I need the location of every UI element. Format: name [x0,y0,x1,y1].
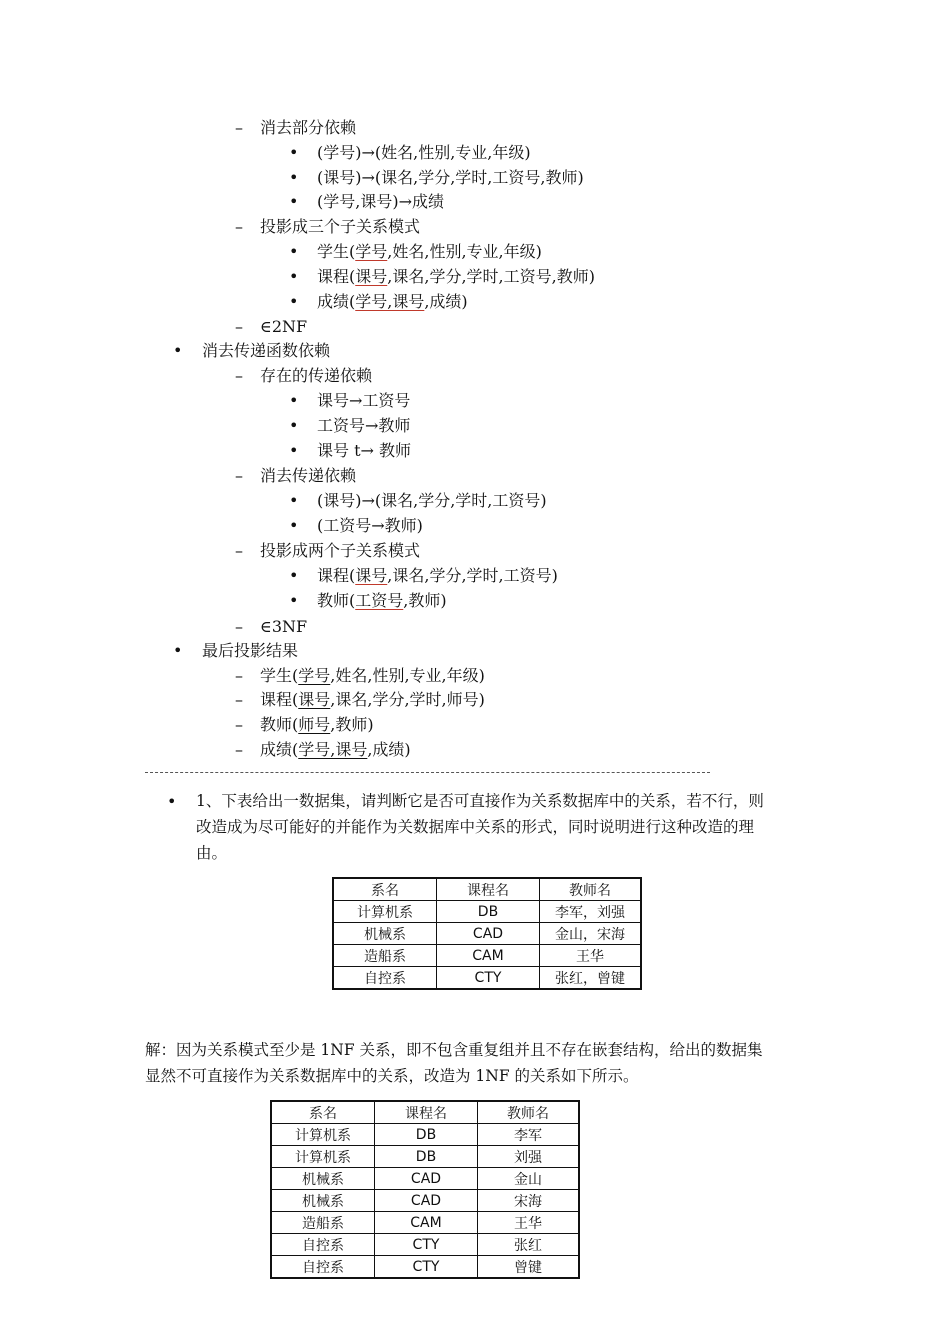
outline-item [260,317,307,337]
bullet-marker: • [173,341,183,360]
outline-item [317,441,411,461]
key-attribute: 学号 [355,242,388,261]
outline-item [202,341,330,361]
outline-item [260,466,356,486]
table-cell: 张红 [478,1234,580,1256]
outline-text: (学号,课号)→成绩 [317,192,444,211]
outline-item [202,641,298,661]
bullet-marker: • [289,566,299,585]
outline-text: ,成绩) [367,740,411,759]
dash-marker: – [235,317,243,336]
outline-item [260,690,485,710]
bullet-marker: • [289,168,299,187]
table-cell: DB [375,1124,478,1146]
dash-marker: – [235,715,243,734]
dash-marker: – [235,466,243,485]
table-row [271,1168,579,1190]
dataset-table [332,877,642,990]
table-header-row [271,1101,579,1124]
bullet-marker: • [289,267,299,286]
header-cell: 课程名 [437,878,540,901]
table-header-row [333,878,641,901]
key-attribute: 工资号 [355,591,404,610]
outline-text: ,课名,学分,学时,师号) [330,690,485,709]
table-cell: 造船系 [333,945,437,967]
outline-text: 投影成三个子关系模式 [260,217,421,236]
table-cell: 自控系 [333,967,437,990]
table-cell: DB [437,901,540,923]
header-cell: 系名 [333,878,437,901]
outline-text: ,课名,学分,学时,工资号,教师) [387,267,595,286]
key-attribute: 师号 [298,715,331,734]
dash-marker: – [235,617,243,636]
table-cell: 金山，宋海 [540,923,642,945]
dash-marker: – [235,740,243,759]
outline-item [317,591,447,611]
bullet-marker: • [289,591,299,610]
outline-text: 消去传递依赖 [260,466,357,485]
key-attribute: 学号 [298,666,331,685]
bullet-marker: • [289,516,299,535]
table-cell: 王华 [540,945,642,967]
outline-text: ,教师) [330,715,374,734]
question-line: 由。 [196,844,228,862]
bullet-marker: • [289,416,299,435]
table-row [271,1146,579,1168]
outline-item [317,391,410,411]
outline-text: ∈3NF [260,617,308,636]
outline-item [317,242,542,262]
bullet-marker: • [289,192,299,211]
outline-text: 投影成两个子关系模式 [260,541,421,560]
table-cell: 宋海 [478,1190,580,1212]
outline-item [260,617,307,637]
table-cell: 王华 [478,1212,580,1234]
table-row [333,967,641,990]
outline-text: 成绩( [317,292,356,311]
outline-text: 存在的传递依赖 [260,366,373,385]
dash-marker: – [235,690,243,709]
table-cell: 李军，刘强 [540,901,642,923]
table-cell: 自控系 [271,1234,375,1256]
outline-item [317,516,423,536]
outline-item [317,143,531,163]
table-cell: CTY [437,967,540,990]
key-attribute: 课号 [355,566,388,585]
outline-text: (课号)→(课名,学分,学时,工资号) [317,491,547,510]
table-row [271,1190,579,1212]
outline-item [260,666,485,686]
table-cell: 自控系 [271,1256,375,1279]
table-cell: CTY [375,1256,478,1279]
outline-item [260,740,411,760]
outline-text: 最后投影结果 [202,641,299,660]
table-row [271,1256,579,1279]
table-cell: DB [375,1146,478,1168]
table-cell: 造船系 [271,1212,375,1234]
outline-text: 课号 t→ 教师 [317,441,412,460]
bullet-marker: • [289,143,299,162]
header-cell: 系名 [271,1101,375,1124]
question-line: 1、下表给出一数据集，请判断它是否可直接作为关系数据库中的关系，若不行，则 [196,792,764,810]
outline-item [317,566,558,586]
outline-text: 学生( [260,666,299,685]
header-cell: 教师名 [478,1101,580,1124]
table-cell: CAD [375,1168,478,1190]
outline-item [317,491,547,511]
table-cell: CAD [437,923,540,945]
outline-item [317,192,444,212]
table-cell: 计算机系 [271,1124,375,1146]
question-line: 改造成为尽可能好的并能作为关数据库中关系的形式，同时说明进行这种改造的理 [196,818,755,836]
outline-text: 学生( [317,242,356,261]
section-separator [145,772,710,773]
outline-text: 成绩( [260,740,299,759]
dash-marker: – [235,217,243,236]
table-cell: CAD [375,1190,478,1212]
outline-text: 课号→工资号 [317,391,411,410]
table-row [271,1124,579,1146]
table-row [271,1212,579,1234]
table-cell: 计算机系 [333,901,437,923]
answer-text [145,1037,763,1089]
header-cell: 教师名 [540,878,642,901]
key-attribute: 课号 [355,267,388,286]
bullet-marker: • [289,391,299,410]
dash-marker: – [235,541,243,560]
table-row [333,923,641,945]
outline-text: ,课名,学分,学时,工资号) [387,566,558,585]
bullet-marker: • [289,292,299,311]
outline-item [317,267,595,287]
table-cell: 机械系 [271,1190,375,1212]
outline-item [317,292,468,312]
outline-text: ∈2NF [260,317,308,336]
table-cell: 李军 [478,1124,580,1146]
outline-item [260,217,420,237]
table-cell: 金山 [478,1168,580,1190]
dash-marker: – [235,366,243,385]
question-bullet: • [167,792,177,811]
table-row [271,1234,579,1256]
bullet-marker: • [289,491,299,510]
question-text [196,788,764,866]
table-cell: CTY [375,1234,478,1256]
table-cell: CAM [375,1212,478,1234]
outline-text: ,姓名,性别,专业,年级) [330,666,485,685]
bullet-marker: • [289,242,299,261]
table-cell: 机械系 [333,923,437,945]
bullet-marker: • [173,641,183,660]
outline-text: ,姓名,性别,专业,年级) [387,242,542,261]
outline-text: 教师( [260,715,299,734]
outline-text: (工资号→教师) [317,516,423,535]
key-attribute: 课号 [298,690,331,709]
table-row [333,901,641,923]
outline-item [260,366,372,386]
table-cell: 机械系 [271,1168,375,1190]
table-cell: CAM [437,945,540,967]
table-row [333,945,641,967]
outline-text: (学号)→(姓名,性别,专业,年级) [317,143,531,162]
outline-text: 课程( [317,566,356,585]
outline-text: 课程( [317,267,356,286]
outline-item [260,541,420,561]
outline-text: 教师( [317,591,356,610]
outline-item [260,118,356,138]
outline-text: ,教师) [403,591,447,610]
outline-text: ,成绩) [424,292,468,311]
answer-line: 显然不可直接作为关系数据库中的关系，改造为 1NF 的关系如下所示。 [145,1067,639,1085]
bullet-marker: • [289,441,299,460]
outline-item [317,168,584,188]
outline-text: 消去传递函数依赖 [202,341,331,360]
table-cell: 曾键 [478,1256,580,1279]
outline-item [260,715,374,735]
header-cell: 课程名 [375,1101,478,1124]
outline-text: 课程( [260,690,299,709]
key-attribute: 学号,课号 [355,292,425,311]
key-attribute: 学号,课号 [298,740,368,759]
dash-marker: – [235,666,243,685]
dash-marker: – [235,118,243,137]
outline-item [317,416,410,436]
outline-text: (课号)→(课名,学分,学时,工资号,教师) [317,168,584,187]
table-cell: 刘强 [478,1146,580,1168]
outline-text: 工资号→教师 [317,416,411,435]
outline-text: 消去部分依赖 [260,118,357,137]
answer-line: 解：因为关系模式至少是 1NF 关系，即不包含重复组并且不存在嵌套结构，给出的数据集 [145,1041,763,1059]
table-cell: 计算机系 [271,1146,375,1168]
normalized-1nf-table [270,1100,580,1279]
table-cell: 张红，曾键 [540,967,642,990]
